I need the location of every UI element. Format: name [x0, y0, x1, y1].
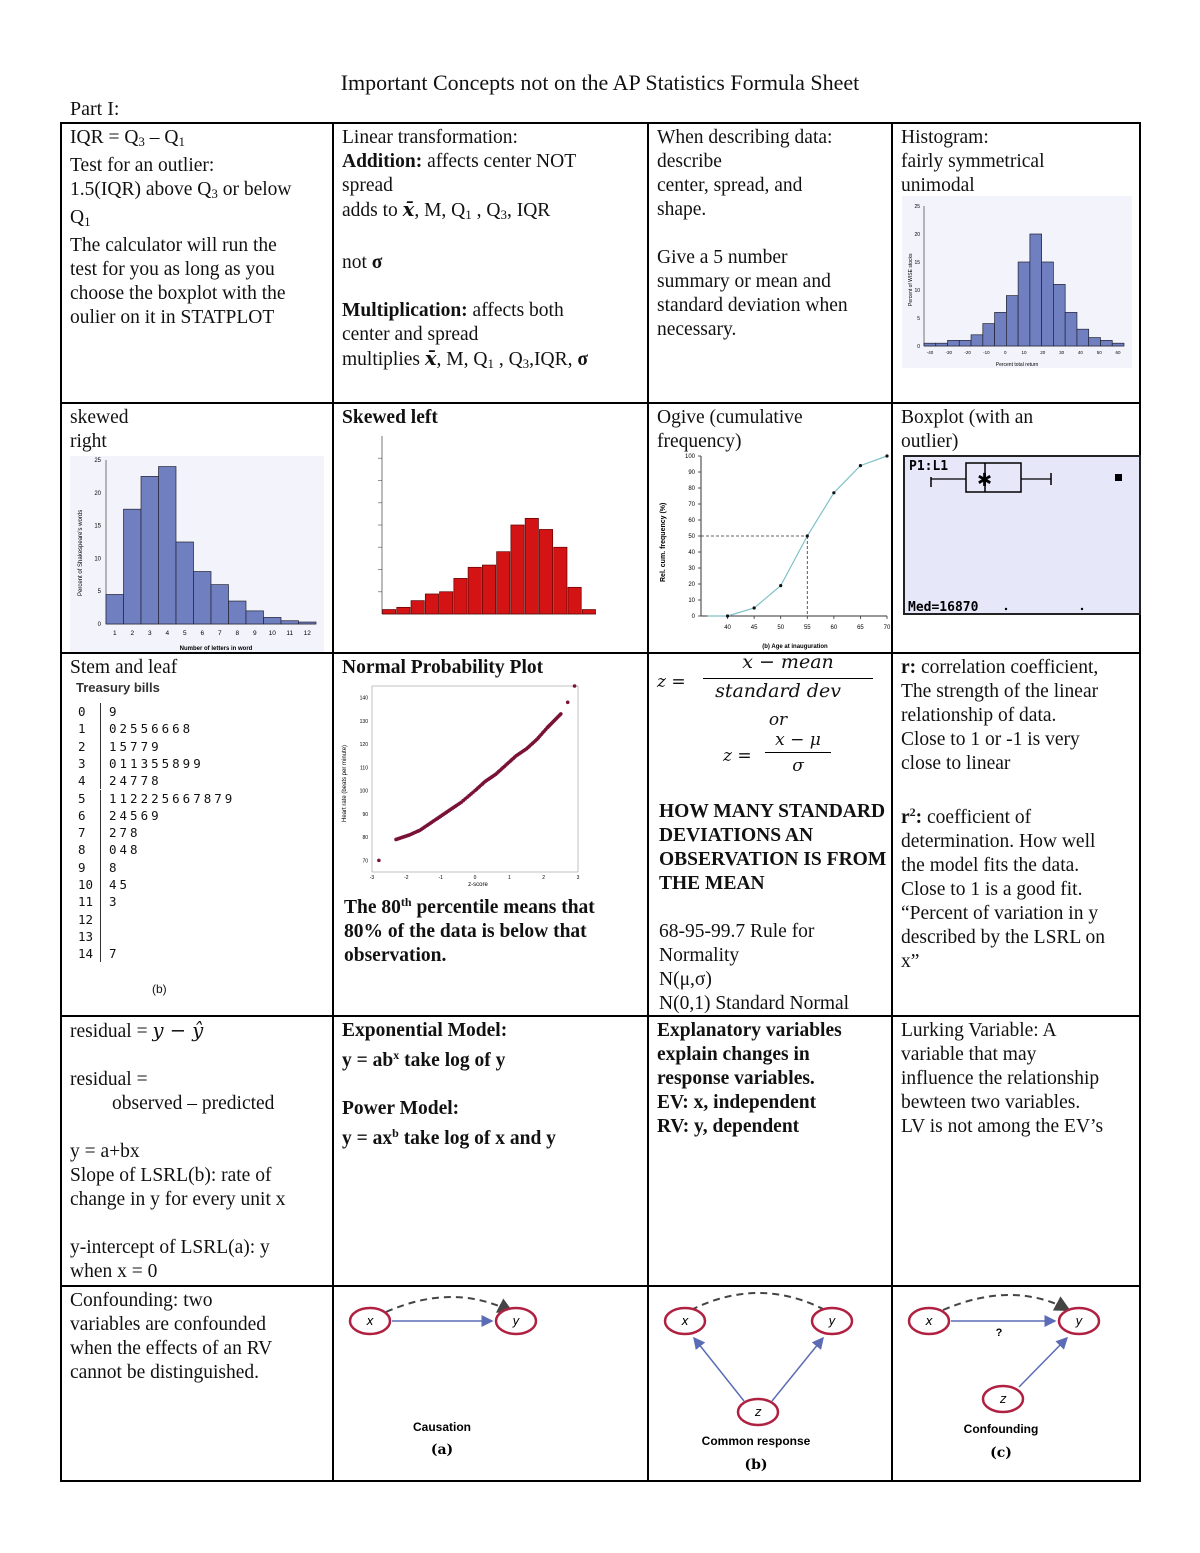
x-tick-label: 11	[286, 630, 294, 637]
x-tick-label: 20	[1040, 350, 1046, 355]
hist-sym-ylabel: Percent of WISE stocks	[908, 253, 914, 306]
calculator-boxplot	[903, 455, 1141, 615]
leaves: 02556668	[109, 721, 194, 737]
x-tick-label: 65	[857, 625, 864, 631]
bar	[411, 601, 424, 614]
cell-boxplot: Boxplot (with an outlier)	[891, 402, 1141, 654]
common-response-label: Common response	[701, 1434, 811, 1448]
ogive-ylabel: Rel. cum. frequency (%)	[660, 502, 667, 582]
part-label: Part I:	[70, 98, 120, 120]
svg-text:y: y	[1075, 1314, 1083, 1328]
bar	[936, 343, 948, 346]
histogram-skewed-left	[352, 430, 600, 626]
cell-normal-probability: Normal Probability Plot The 80th percentile means that 80% of the data is below that observation.	[332, 652, 649, 1017]
stem: 0	[78, 704, 86, 719]
leaves: 011355899	[109, 755, 204, 771]
leaves: 9	[109, 704, 120, 719]
stem-row	[76, 738, 316, 755]
x-tick-label: 10	[268, 630, 276, 637]
stem-leaf-plot	[76, 680, 326, 1000]
cell-linear-transformation: Linear transformation: Addition: affects center NOT spread adds to x̄, M, $Q_1$ , $Q_3$, IQR not σ Multiplication: affects both center and spread multiplies x̄, M, $Q_1$ , $Q_3,IQR$, σ	[332, 122, 649, 404]
causation-tag: (a)	[430, 1442, 454, 1458]
leaves: 3	[109, 894, 120, 910]
stem-row	[76, 893, 316, 910]
y-tick-label: 5	[917, 316, 920, 322]
bar	[194, 572, 212, 624]
stem-row	[76, 841, 316, 858]
leaves: 112225667879	[109, 790, 236, 806]
y-tick-label: 120	[359, 742, 368, 749]
svg-text:?: ?	[995, 1327, 1003, 1339]
y-tick-label: 110	[360, 765, 368, 772]
bar	[281, 621, 299, 624]
y-tick-label: 30	[688, 566, 695, 572]
bar	[299, 622, 317, 624]
page-title: Important Concepts not on the AP Statistics Formula Sheet	[340, 70, 860, 95]
cell-variables: Explanatory variables explain changes in response variables. EV: x, independent RV: y, dependent	[647, 1015, 893, 1287]
cell-lurking: Lurking Variable: A variable that may influence the relationship bewteen two variables. LV is not among the EV’s	[891, 1015, 1141, 1287]
bar	[106, 594, 124, 624]
bar	[124, 509, 142, 624]
y-tick-label: 15	[914, 260, 920, 266]
boxplot-median-readout: Med=16870	[908, 600, 979, 615]
stem-leaf-label: (b)	[152, 982, 167, 996]
y-tick-label: 25	[914, 204, 920, 210]
svg-text:x: x	[925, 1314, 933, 1328]
y-tick-label: 100	[359, 788, 368, 795]
stem-row	[76, 928, 316, 945]
bar	[1077, 329, 1089, 346]
y-tick-label: 0	[97, 622, 101, 628]
y-tick-label: 100	[684, 454, 695, 460]
confounding-tag: (c)	[990, 1445, 1012, 1461]
cell-correlation: r: correlation coefficient, The strength of the linear relationship of data. Close to 1 or -1 is very close to linear $r^2$: coefficient of determination. How well the model fits the data. Close to 1 is a good fit. “Percent of variation in y described by the LSRL on x”	[891, 652, 1141, 1017]
stem-row	[76, 945, 316, 962]
bar	[959, 340, 971, 346]
x-tick-label: 4	[165, 630, 170, 637]
boxplot-outlier	[1115, 474, 1122, 481]
y-tick-label: 10	[688, 598, 695, 604]
cell-z-score: z = x − mean standard dev or z = x − μ σ HOW MANY STANDARD DEVIATIONS AN OBSERVATION IS FROM THE MEAN 68-95-99.7 Rule for Normality N(μ,σ) N(0,1) Standard Normal	[647, 652, 893, 1017]
x-tick-label: -20	[964, 350, 971, 355]
ogive-point	[753, 606, 756, 609]
ogive-point	[726, 614, 729, 617]
bar	[1006, 296, 1018, 346]
y-tick-label: 40	[688, 550, 695, 556]
x-tick-label: 2	[542, 875, 546, 881]
x-tick-label: 0	[1003, 350, 1007, 355]
stem-row	[76, 772, 316, 789]
bar	[1042, 262, 1054, 346]
stem: 2	[78, 738, 86, 754]
bar	[159, 467, 177, 624]
bar	[924, 343, 936, 346]
confounding-label: Confounding	[963, 1422, 1039, 1436]
npp-point	[377, 859, 381, 863]
npp-point	[559, 712, 563, 716]
x-tick-label: 10	[1021, 350, 1027, 355]
stem: 9	[78, 859, 86, 875]
stem: 14	[78, 946, 94, 962]
stem: 5	[78, 790, 86, 806]
x-tick-label: 5	[182, 630, 187, 637]
bar	[525, 518, 538, 614]
stem-row	[76, 859, 316, 876]
x-tick-label: 9	[252, 630, 257, 637]
leaves: 24569	[109, 807, 162, 823]
bar	[1100, 340, 1112, 346]
cell-residual: residual = y − ŷ residual = observed – predicted y = a+bx Slope of LSRL(b): rate of change in y for every unit x y-intercept of LSRL(a): y when x = 0	[60, 1015, 334, 1287]
cell-iqr: IQR = $Q_3 - Q_1$ Test for an outlier: 1.5(IQR) above $Q_3$ or below $Q_1$ The calculator will run the test for you as long as you choose the boxplot with the oulier on it in STATPLOT	[60, 122, 334, 404]
npp-ylabel: Heart rate (beats per minute)	[342, 744, 348, 822]
bar	[468, 567, 481, 614]
npp-point	[573, 684, 577, 688]
x-tick-label: -30	[945, 350, 953, 355]
stem-row	[76, 824, 316, 841]
leaves: 15779	[109, 738, 162, 754]
bar	[995, 312, 1007, 346]
y-tick-label: 70	[688, 502, 695, 508]
stem: 7	[78, 825, 86, 841]
y-tick-label: 90	[362, 811, 368, 818]
stem-row	[76, 755, 316, 772]
cell-models: Exponential Model: $y = ab^x$ take log of y Power Model: $y = ax^b$ take log of x and y	[332, 1015, 649, 1287]
stem: 6	[78, 807, 86, 823]
x-tick-label: 7	[217, 630, 222, 637]
stem-row	[76, 720, 316, 737]
stem: 8	[78, 842, 86, 858]
bar	[568, 587, 581, 614]
ogive-point	[832, 491, 835, 494]
ogive-point	[806, 534, 809, 537]
bar	[1089, 338, 1101, 346]
x-tick-label: 6	[200, 630, 205, 637]
stem-row	[76, 876, 316, 893]
bar	[246, 611, 264, 624]
bar	[1112, 343, 1124, 346]
common-response-tag: (b)	[744, 1457, 768, 1473]
y-tick-label: 0	[691, 614, 695, 620]
leaves: 048	[109, 842, 141, 858]
bar	[454, 578, 467, 614]
npp-point	[566, 700, 570, 704]
common-response-diagram	[649, 1288, 891, 1480]
stem: 13	[78, 928, 94, 944]
z-formula: z = x − mean standard dev or z = x − μ σ	[657, 656, 887, 796]
y-tick-label: 50	[688, 534, 695, 540]
x-tick-label: -1	[438, 875, 443, 881]
x-tick-label: 60	[830, 625, 838, 631]
ogive-point	[779, 584, 782, 587]
hist-right-ylabel: Percent of Shakespeare's words	[78, 509, 84, 596]
y-tick-label: 80	[688, 486, 695, 492]
x-tick-label: 55	[803, 625, 811, 631]
x-tick-label: 50	[777, 625, 785, 631]
bar	[1018, 262, 1030, 346]
cell-describing-data: When describing data: describe center, spread, and shape. Give a 5 number summary or mean and standard deviation when necessary.	[647, 122, 893, 404]
stem-row	[76, 911, 316, 928]
bar	[482, 565, 495, 614]
y-tick-label: 0	[917, 344, 920, 350]
y-tick-label: 20	[94, 490, 101, 497]
ogive-point	[885, 454, 888, 457]
bar	[971, 335, 983, 346]
cell-skewed-right: skewed right	[60, 402, 334, 654]
svg-text:x: x	[366, 1314, 374, 1328]
y-tick-label: 60	[688, 518, 695, 524]
svg-text:y: y	[828, 1314, 836, 1328]
y-tick-label: 130	[359, 718, 368, 725]
cell-ogive: Ogive (cumulative frequency)	[647, 402, 893, 654]
x-tick-label: 30	[1059, 350, 1065, 355]
stem-leaf-caption: Treasury bills	[76, 680, 160, 695]
svg-text:z: z	[999, 1392, 1007, 1406]
stem: 3	[78, 755, 86, 771]
y-tick-label: 15	[94, 523, 101, 530]
x-tick-label: 60	[1115, 350, 1121, 355]
y-tick-label: 20	[914, 232, 920, 238]
boxplot-tag: P1:L1	[909, 459, 949, 474]
y-tick-label: 25	[94, 458, 101, 464]
y-tick-label: 10	[94, 556, 101, 563]
x-tick-label: 3	[147, 630, 152, 637]
y-tick-label: 90	[688, 470, 695, 476]
bar	[425, 594, 438, 614]
y-tick-label: 80	[362, 835, 368, 842]
leaves: 45	[109, 877, 131, 892]
svg-text:z: z	[754, 1405, 762, 1419]
bar	[211, 585, 229, 624]
normal-probability-plot	[338, 682, 584, 888]
stem-row	[76, 807, 316, 824]
bar	[229, 601, 247, 624]
svg-text:x: x	[681, 1314, 689, 1328]
stem-row	[76, 790, 316, 807]
stem: 1	[78, 721, 86, 737]
x-tick-label: 8	[235, 630, 240, 637]
leaves: 7	[109, 946, 120, 962]
x-tick-label: 50	[1096, 350, 1102, 355]
hist-right-xlabel: Number of letters in word	[179, 646, 253, 652]
leaves: 24778	[109, 773, 162, 789]
bar	[554, 547, 567, 614]
x-tick-label: 1	[112, 630, 117, 637]
bar	[264, 617, 282, 624]
cell-stem-leaf: Stem and leaf	[60, 652, 334, 1017]
bar	[1030, 234, 1042, 346]
x-tick-label: -3	[369, 875, 375, 881]
x-tick-label: 1	[507, 875, 511, 881]
cell-confounding: Confounding: two variables are confounded when the effects of an RV cannot be distinguished.	[60, 1285, 334, 1482]
npp-xlabel: z-score	[468, 882, 488, 888]
bar	[440, 592, 453, 614]
bar	[1065, 312, 1077, 346]
bar	[511, 525, 524, 614]
stem-row	[76, 703, 316, 720]
stem: 11	[78, 894, 94, 910]
histogram-symmetric	[902, 196, 1132, 368]
x-tick-label: 12	[303, 630, 311, 637]
x-tick-label: -10	[983, 350, 990, 355]
x-tick-label: 2	[130, 630, 135, 637]
hist-sym-xlabel: Percent total return	[995, 362, 1039, 368]
stem: 4	[78, 773, 86, 789]
ogive-point	[859, 464, 862, 467]
y-tick-label: 10	[914, 288, 920, 294]
y-tick-label: 70	[362, 858, 368, 865]
bar	[948, 340, 960, 346]
x-tick-label: 40	[1077, 350, 1083, 355]
stem: 12	[78, 911, 94, 927]
bar	[983, 324, 995, 346]
bar	[582, 610, 595, 614]
boxplot-mean-star: ✱	[977, 470, 993, 491]
bar	[497, 552, 510, 614]
x-tick-label: 0	[473, 875, 477, 881]
x-tick-label: 70	[883, 625, 891, 631]
bar	[539, 529, 552, 614]
y-tick-label: 5	[97, 589, 101, 596]
ogive-chart	[655, 452, 891, 652]
bar	[141, 476, 159, 624]
bar	[383, 610, 396, 614]
x-tick-label: -40	[926, 350, 934, 355]
x-tick-label: 45	[750, 625, 758, 631]
x-tick-label: 40	[724, 625, 731, 631]
stem: 10	[78, 877, 94, 892]
y-tick-label: 20	[688, 582, 695, 588]
x-tick-label: -2	[404, 875, 409, 881]
ogive-xlabel: (b) Age at inauguration	[762, 644, 828, 650]
confounding-diagram	[893, 1288, 1139, 1480]
leaves: 278	[109, 825, 141, 841]
cell-skewed-left: Skewed left	[332, 402, 649, 654]
bar	[176, 542, 194, 624]
causation-label: Causation	[412, 1420, 472, 1434]
histogram-skewed-right	[70, 456, 324, 652]
svg-text:y: y	[512, 1314, 520, 1328]
cell-histogram: Histogram: fairly symmetrical unimodal	[891, 122, 1141, 404]
leaves: 8	[109, 859, 120, 875]
x-tick-label: 3	[576, 875, 580, 881]
bar	[1053, 284, 1065, 346]
bar	[397, 607, 410, 614]
y-tick-label: 140	[359, 695, 368, 702]
causation-diagram	[334, 1288, 647, 1480]
